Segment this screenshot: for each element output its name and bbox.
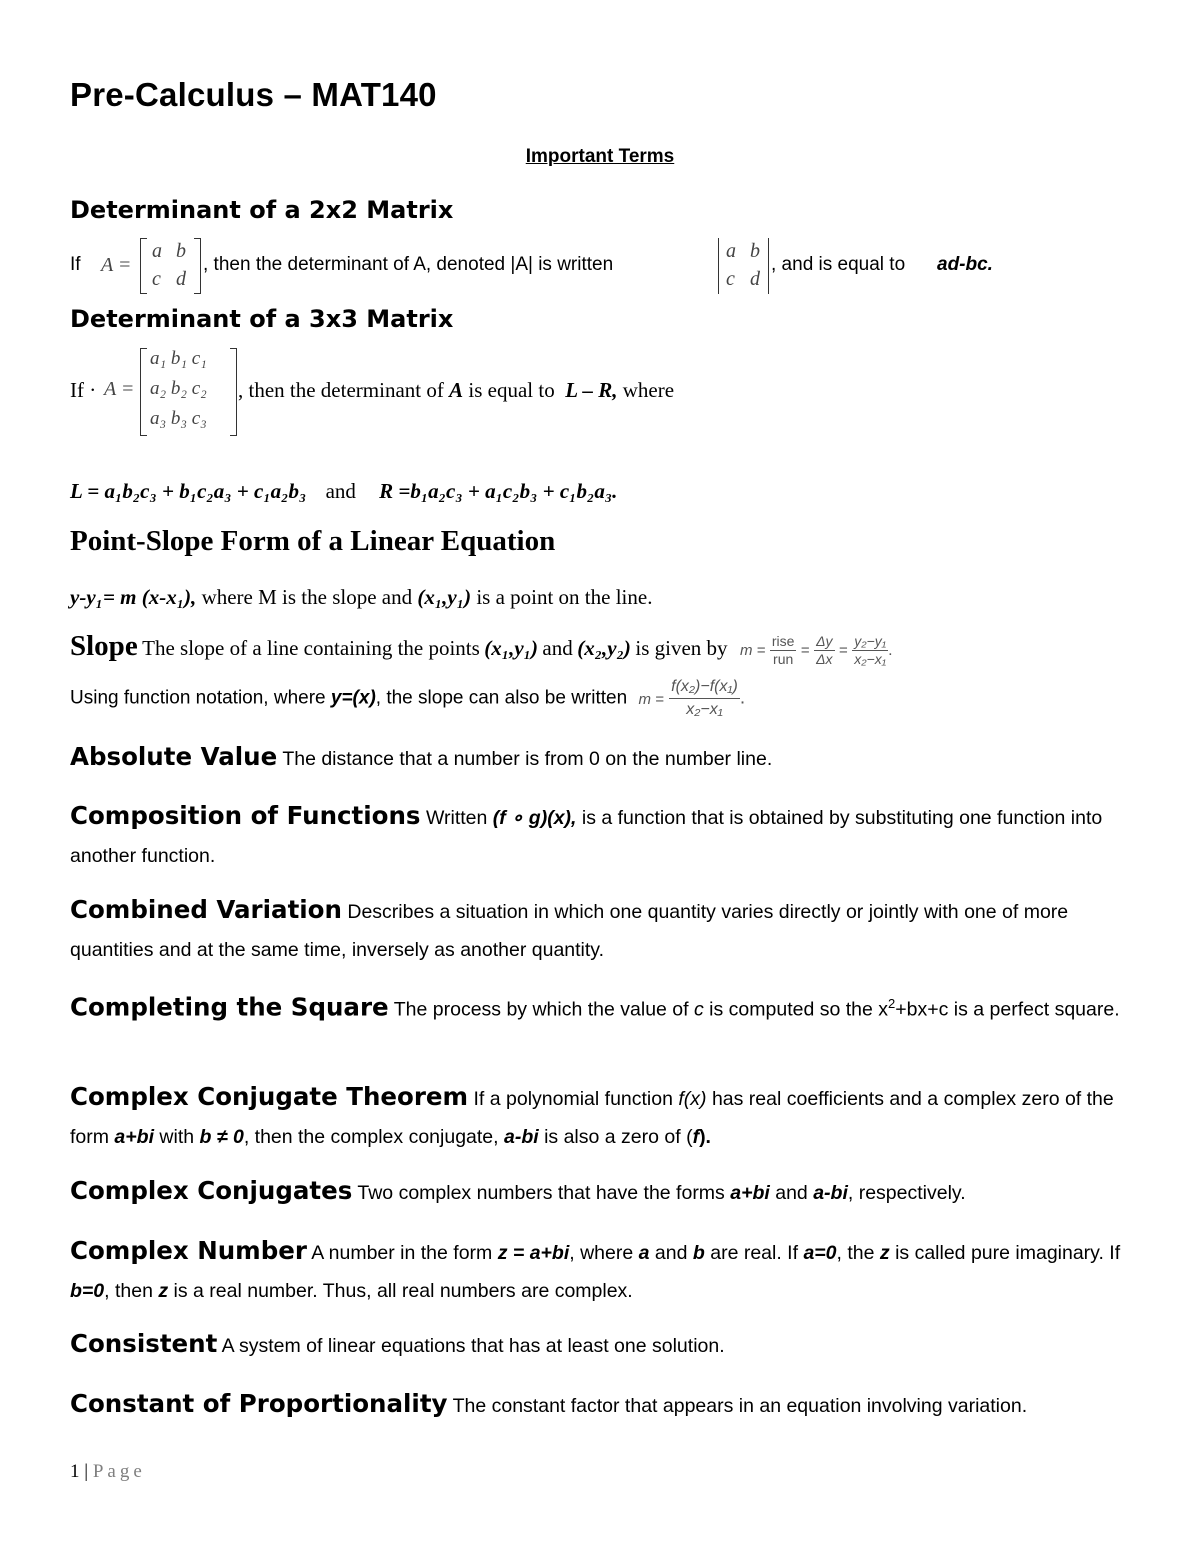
matrix-entry: b — [176, 240, 186, 262]
term-formula: b=0 — [70, 1280, 105, 1302]
term-completing-the-square — [70, 985, 1140, 1029]
term-formula: a+bi — [114, 1126, 154, 1148]
det2-A-eq: A = — [101, 254, 132, 276]
delta-y: Δy — [816, 633, 833, 650]
term-consistent — [70, 1325, 1140, 1365]
y-difference: y₂−y₁ — [854, 633, 887, 650]
term-constant-of-proportionality — [70, 1385, 1140, 1425]
slope-fn-text2: , the slope can also be written — [375, 687, 628, 709]
term-composition-of-functions — [70, 797, 1140, 875]
R-formula: R =b₁a₂c₃ + a₁c₂b₃ + c₁b₂a₃. — [379, 479, 618, 503]
det2-definition — [70, 232, 1140, 298]
slope-fn-text1: Using function notation, where — [70, 687, 326, 709]
term-superscript: 2 — [888, 996, 896, 1011]
det2-heading: Determinant of a 2x2 Matrix — [70, 196, 454, 224]
term-title: Constant of Proportionality — [70, 1389, 448, 1418]
slope-fn-y: y=(x) — [330, 687, 376, 709]
det2-result: ad-bc. — [937, 254, 993, 275]
function-slope-fraction — [669, 676, 740, 721]
term-definition: is also a zero of ( — [544, 1126, 693, 1148]
term-definition: is called pure imaginary. If — [895, 1242, 1121, 1264]
slope-function-notation: Using function notation, where y=(x), the slope can also be written m = $\frac{\text{f(x₂)−f(x₁)}}{\text{x₂−x₁}}$ . — [70, 676, 1140, 721]
matrix-entry: a — [726, 240, 736, 262]
term-title: Composition of Functions — [70, 801, 421, 830]
term-definition-formula: (f ∘ g)(x), — [492, 807, 577, 829]
det3-lr: L – R, — [565, 378, 618, 402]
term-title: Completing the Square — [70, 992, 389, 1022]
matrix-entry: a — [152, 240, 162, 262]
slope-point-1: (x₁,y₁) — [484, 636, 538, 660]
slope-and: and — [542, 636, 573, 660]
page-footer — [70, 1461, 146, 1483]
page-label: Page — [92, 1461, 146, 1482]
term-absolute-value — [70, 738, 1140, 778]
point-slope-formula: y-y₁= m (x-x₁), — [70, 585, 197, 609]
det3-text2: is equal to — [468, 378, 555, 402]
matrix-entry: d — [176, 268, 186, 290]
slope-text1: The slope of a line containing the points — [142, 636, 480, 660]
matrix-row-3: a₃ b₃ c₃ — [150, 408, 207, 429]
matrix-row-2: a₂ b₂ c₂ — [150, 378, 207, 399]
term-definition: A system of linear equations that has at least one solution. — [221, 1335, 725, 1357]
point-slope-text1: where M is the slope and — [201, 585, 413, 609]
term-definition: , the — [836, 1242, 875, 1264]
term-complex-number — [70, 1232, 1140, 1310]
term-title: Complex Number — [70, 1236, 307, 1265]
term-formula: z = a+bi — [497, 1242, 570, 1264]
matrix-entry: b — [750, 240, 760, 262]
term-definition: ). — [699, 1126, 711, 1148]
det2-text2: , and is equal to — [771, 254, 906, 275]
term-formula: a-bi — [813, 1182, 848, 1204]
term-definition: with — [159, 1126, 195, 1148]
slope-m-eq: m = — [739, 642, 766, 659]
run: run — [773, 651, 794, 668]
term-definition: is a function that is obtained by substituting one function into another function. — [70, 807, 1103, 867]
term-definition: The constant factor that appears in an equation involving variation. — [452, 1395, 1028, 1417]
term-title: Combined Variation — [70, 895, 342, 924]
term-complex-conjugate-theorem — [70, 1078, 1140, 1156]
slope-term: Slope — [70, 630, 138, 662]
term-definition: , where — [569, 1242, 634, 1264]
det3-text — [238, 378, 674, 403]
det2-text1: , then the determinant of A, denoted |A| is written — [203, 254, 614, 275]
det3-A: A — [449, 378, 464, 402]
term-variable-c: c — [694, 998, 704, 1021]
matrix-entry: d — [750, 268, 760, 290]
page-number: 1 — [70, 1461, 80, 1482]
matrix-right-bracket — [230, 348, 237, 436]
term-definition: A number in the form — [311, 1242, 493, 1264]
matrix-row-1: a₁ b₁ c₁ — [150, 348, 207, 369]
determinant-right-bar — [768, 238, 769, 294]
term-title: Consistent — [70, 1329, 218, 1358]
point-slope-text2: is a point on the line. — [476, 585, 653, 609]
term-formula: a-bi — [503, 1126, 539, 1148]
term-definition: is computed so the x — [709, 998, 889, 1021]
term-formula: f — [692, 1126, 700, 1148]
footer-separator: | — [79, 1461, 93, 1482]
term-definition: +bx+c is a perfect square. — [895, 998, 1120, 1021]
x-difference: x₂−x₁ — [854, 651, 887, 668]
term-formula: a — [638, 1242, 650, 1264]
slope-text2: is given by — [635, 636, 728, 660]
det2-if: If — [70, 254, 81, 275]
term-function: f(x) — [678, 1088, 707, 1110]
delta-x: Δx — [816, 651, 833, 668]
term-combined-variation — [70, 891, 1140, 969]
det3-and: and — [325, 479, 356, 503]
det3-if: If · — [70, 378, 97, 402]
term-definition: Describes a situation in which one quantity varies directly or jointly with one of more quantities and at the same time, inversely as another quantity. — [70, 901, 1069, 961]
point-slope-definition — [70, 585, 652, 610]
term-definition: are real. If — [710, 1242, 799, 1264]
slope-definition: Slope The slope of a line containing the points (x₁,y₁) and (x₂,y₂) is given by m = $\frac{\text{rise}}{\text{run}}$ = $\frac{\Delta y}{\Delta x}$ = $\frac{\text{y₂−y₁}}{\text{x₂−x₁}}$ . — [70, 630, 893, 668]
point-slope-heading: Point-Slope Form of a Linear Equation — [70, 525, 556, 557]
term-definition: The distance that a number is from 0 on the number line. — [282, 748, 773, 770]
term-formula: z — [879, 1242, 890, 1264]
det3-A-eq: A = — [104, 378, 135, 400]
document-subtitle: Important Terms — [525, 146, 675, 167]
term-title: Absolute Value — [70, 742, 278, 771]
term-title: Complex Conjugate Theorem — [70, 1082, 469, 1111]
f-difference: f(x₂)−f(x₁) — [669, 676, 740, 699]
term-definition: If a polynomial function — [473, 1088, 673, 1110]
det3-formulas — [70, 479, 617, 504]
term-formula: b ≠ 0 — [199, 1126, 244, 1148]
term-formula: b — [692, 1242, 705, 1264]
L-formula: L = a₁b₂c₃ + b₁c₂a₃ + c₁a₂b₃ — [70, 479, 307, 503]
delta-y-over-delta-x — [814, 633, 834, 668]
term-definition: Two complex numbers that have the forms — [357, 1182, 725, 1204]
document-title: Pre-Calculus – MAT140 — [70, 76, 437, 113]
term-definition: has real coefficients and a complex zero of the form — [70, 1088, 1114, 1148]
term-formula: z — [158, 1280, 169, 1302]
matrix-entry: c — [726, 268, 735, 290]
term-definition: Written — [425, 807, 488, 829]
det3-definition — [70, 342, 1140, 438]
matrix-left-bracket — [140, 238, 147, 294]
term-definition: is a real number. Thus, all real numbers are complex. — [173, 1280, 633, 1302]
term-complex-conjugates — [70, 1172, 1140, 1212]
term-definition: The process by which the value of — [393, 998, 689, 1021]
term-definition: and — [775, 1182, 808, 1204]
x-difference: x₂−x₁ — [686, 701, 723, 718]
point-slope-point: (x₁,y₁) — [417, 585, 472, 609]
det3-text3: where — [622, 378, 675, 402]
term-title: Complex Conjugates — [70, 1176, 353, 1205]
matrix-left-bracket — [140, 348, 147, 436]
term-formula: a+bi — [730, 1182, 770, 1204]
term-definition: , then — [104, 1280, 153, 1302]
rise: rise — [771, 633, 795, 650]
slope-fn-m-eq: m = — [638, 690, 664, 708]
determinant-left-bar — [718, 238, 719, 294]
det3-heading: Determinant of a 3x3 Matrix — [70, 305, 454, 333]
y-diff-over-x-diff — [852, 633, 888, 668]
matrix-right-bracket — [194, 238, 201, 294]
slope-point-2: (x₂,y₂) — [577, 636, 631, 660]
rise-over-run — [770, 633, 797, 668]
matrix-entry: c — [152, 268, 161, 290]
term-definition: , respectively. — [847, 1182, 966, 1204]
det3-text1: , then the determinant of — [238, 378, 444, 402]
term-definition: and — [654, 1242, 688, 1264]
term-formula: a=0 — [803, 1242, 837, 1264]
term-definition: , then the complex conjugate, — [243, 1126, 499, 1148]
